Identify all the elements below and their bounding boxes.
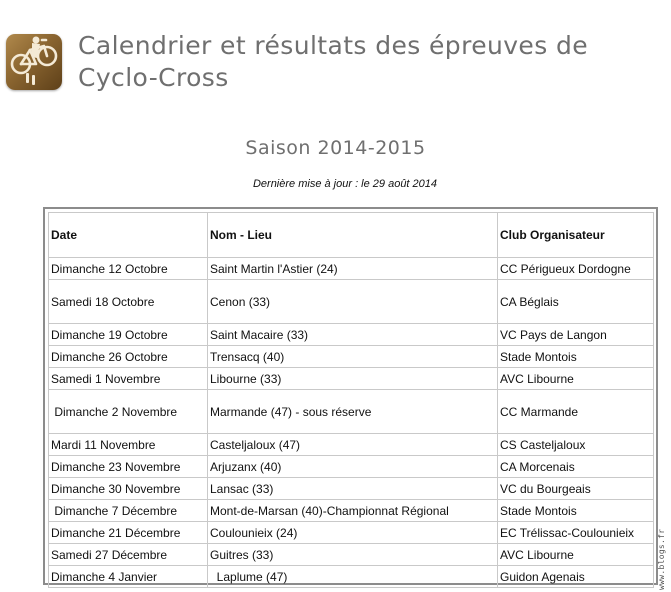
cell-place: Mont-de-Marsan (40)-Championnat Régional <box>208 500 498 522</box>
cell-date: Samedi 18 Octobre <box>49 280 208 324</box>
last-update-note: Dernière mise à jour : le 29 août 2014 <box>252 178 438 190</box>
cell-place: Laplume (47) <box>208 566 498 588</box>
table-row <box>49 390 654 434</box>
cyclist-bike-icon <box>6 34 62 90</box>
cell-place: Trensacq (40) <box>208 346 498 368</box>
cell-date: Dimanche 12 Octobre <box>49 258 208 280</box>
cell-place: Saint Martin l'Astier (24) <box>208 258 498 280</box>
page-title: Calendrier et résultats des épreuves de Cyclo-Cross <box>78 31 589 92</box>
table-row <box>49 346 654 368</box>
cell-club: EC Trélissac-Coulounieix <box>498 522 654 544</box>
cell-place: Saint Macaire (33) <box>208 324 498 346</box>
cell-date: Samedi 27 Décembre <box>49 544 208 566</box>
cell-club: VC Pays de Langon <box>498 324 654 346</box>
cell-club: CC Périgueux Dordogne <box>498 258 654 280</box>
cell-date: Samedi 1 Novembre <box>49 368 208 390</box>
table-row <box>49 368 654 390</box>
cell-date: Dimanche 30 Novembre <box>49 478 208 500</box>
table-row <box>49 434 654 456</box>
cell-date: Dimanche 21 Décembre <box>49 522 208 544</box>
table-row <box>49 522 654 544</box>
season-heading: Saison 2014-2015 <box>245 137 426 159</box>
table-row <box>49 258 654 280</box>
cell-club: Stade Montois <box>498 500 654 522</box>
cell-club: AVC Libourne <box>498 544 654 566</box>
cell-place: Libourne (33) <box>208 368 498 390</box>
cell-date: Dimanche 19 Octobre <box>49 324 208 346</box>
table-row <box>49 478 654 500</box>
table-header-row <box>49 213 654 258</box>
cell-place: Marmande (47) - sous réserve <box>208 390 498 434</box>
cell-date: Mardi 11 Novembre <box>49 434 208 456</box>
table-row <box>49 456 654 478</box>
table-row <box>49 280 654 324</box>
table-row <box>49 566 654 588</box>
cell-place: Casteljaloux (47) <box>208 434 498 456</box>
cell-place: Lansac (33) <box>208 478 498 500</box>
cell-place: Guitres (33) <box>208 544 498 566</box>
cell-club: CA Béglais <box>498 280 654 324</box>
calendar-table-frame <box>43 207 658 585</box>
cell-club: Guidon Agenais <box>498 566 654 588</box>
cell-date: Dimanche 23 Novembre <box>49 456 208 478</box>
cell-club: AVC Libourne <box>498 368 654 390</box>
column-header-club: Club Organisateur <box>498 213 654 258</box>
calendar-table <box>48 212 654 588</box>
column-header-place: Nom - Lieu <box>208 213 498 258</box>
cell-place: Arjuzanx (40) <box>208 456 498 478</box>
cell-date: Dimanche 2 Novembre <box>49 390 208 434</box>
table-row <box>49 544 654 566</box>
cell-date: Dimanche 7 Décembre <box>49 500 208 522</box>
cell-date: Dimanche 4 Janvier <box>49 566 208 588</box>
cell-club: VC du Bourgeais <box>498 478 654 500</box>
cell-club: Stade Montois <box>498 346 654 368</box>
column-header-date: Date <box>49 213 208 258</box>
cell-club: CS Casteljaloux <box>498 434 654 456</box>
table-row <box>49 500 654 522</box>
cell-date: Dimanche 26 Octobre <box>49 346 208 368</box>
cell-place: Coulounieix (24) <box>208 522 498 544</box>
cell-place: Cenon (33) <box>208 280 498 324</box>
cell-club: CA Morcenais <box>498 456 654 478</box>
cell-club: CC Marmande <box>498 390 654 434</box>
table-row <box>49 324 654 346</box>
watermark: www.blogs.fr <box>657 528 666 590</box>
